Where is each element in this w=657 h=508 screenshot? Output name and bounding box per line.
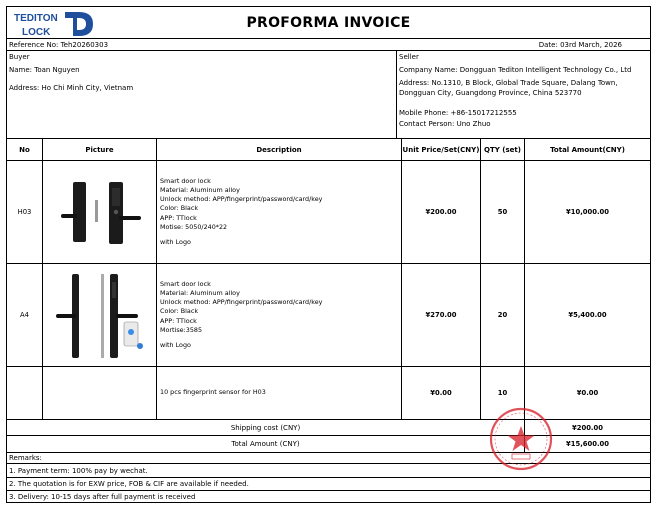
shipping-label: Shipping cost (CNY): [7, 420, 525, 435]
grand-total-value: ¥15,600.00: [566, 440, 609, 448]
col-total: Total Amount(CNY): [550, 145, 625, 154]
product-picture: [43, 367, 157, 419]
seller-company: Company Name: Dongguan Tediton Intelligent Technology Co., Ltd: [399, 66, 632, 74]
door-lock-image: [55, 172, 145, 252]
seller-contact: Contact Person: Uno Zhuo: [399, 120, 491, 128]
grand-total-row: [6, 436, 651, 453]
shipping-value: ¥200.00: [572, 423, 603, 432]
reference-row: [6, 39, 651, 51]
buyer-address: Address: Ho Chi Minh City, Vietnam: [9, 84, 134, 92]
row-no: A4: [7, 264, 43, 366]
logo-text-2: LOCK: [22, 27, 51, 38]
invoice-date: Date: 03rd March, 2026: [538, 41, 622, 49]
row-qty: 10: [481, 367, 525, 419]
col-no: No: [7, 139, 43, 160]
row-unit-price: ¥200.00: [402, 161, 481, 263]
grand-total-label: Total Amount (CNY): [7, 436, 525, 452]
product-picture: [43, 264, 157, 366]
remark-item: 3. Delivery: 10-15 days after full payment is received: [6, 491, 651, 503]
remark-item: 1. Payment term: 100% pay by wechat.: [6, 464, 651, 478]
seller-phone: Mobile Phone: +86-15017212555: [399, 109, 517, 117]
row-description: Smart door lock Material: Aluminum alloy Unlock method: APP/fingerprint/password/card/key Color: Black APP: TTlock Mortise:3585 with Logo: [157, 264, 402, 366]
row-no: [7, 367, 43, 419]
shipping-row: [6, 420, 651, 436]
seller-block: [397, 51, 650, 138]
reference-number: Reference No: Teh20260303: [9, 41, 109, 49]
buyer-name: Name: Toan Nguyen: [9, 66, 80, 74]
company-seal-stamp: [488, 406, 554, 472]
buyer-heading: Buyer: [9, 53, 30, 61]
seller-address: Address: No.1310, B Block, Global Trade Square, Dalang Town, Dongguan City, Guangdong Province, China 523770: [399, 79, 618, 97]
page-title: PROFORMA INVOICE: [246, 15, 411, 31]
product-picture: [43, 161, 157, 263]
logo-text-1: TEDITON: [14, 13, 58, 24]
seller-heading: Seller: [399, 53, 419, 61]
row-total: ¥0.00: [576, 389, 599, 397]
table-header-row: [6, 139, 651, 161]
row-qty: 20: [481, 264, 525, 366]
col-unit-price: Unit Price/Set(CNY): [402, 139, 481, 160]
row-description: 10 pcs fingerprint sensor for H03: [157, 367, 402, 419]
table-row: [6, 367, 651, 420]
remarks-heading-row: [6, 453, 651, 464]
row-description: Smart door lock Material: Aluminum alloy Unlock method: APP/fingerprint/password/card/key Color: Black APP: TTlock Motise: 5050/240*22 with Logo: [157, 161, 402, 263]
row-total: ¥10,000.00: [566, 208, 609, 216]
door-lock-image: [50, 270, 150, 360]
row-total: ¥5,400.00: [568, 311, 607, 319]
table-row: [6, 264, 651, 367]
row-qty: 50: [481, 161, 525, 263]
col-qty: QTY (set): [481, 139, 525, 160]
buyer-block: [7, 51, 397, 138]
col-picture: Picture: [43, 139, 157, 160]
remark-item: 2. The quotation is for EXW price, FOB & CIF are available if needed.: [6, 478, 651, 491]
row-no: H03: [7, 161, 43, 263]
row-unit-price: ¥270.00: [402, 264, 481, 366]
col-description: Description: [157, 139, 402, 160]
party-row: [6, 51, 651, 139]
invoice-header: [6, 6, 651, 39]
row-unit-price: ¥0.00: [402, 367, 481, 419]
table-row: [6, 161, 651, 264]
remarks-heading: Remarks:: [9, 454, 42, 462]
